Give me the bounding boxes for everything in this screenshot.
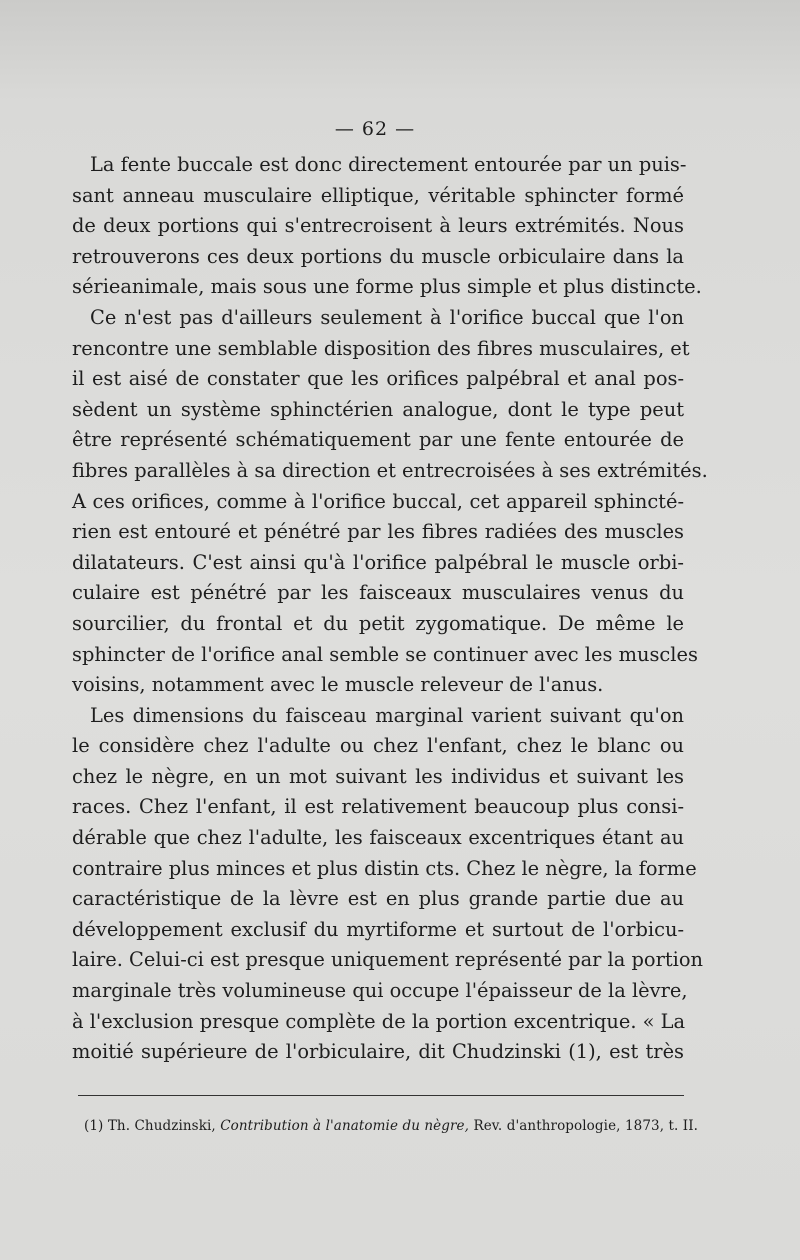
footnote-prefix: (1) Th. Chudzinski, [84,1118,221,1134]
text-line: de deux portions qui s'entrecroisent à leurs extrémités. Nous [72,214,684,238]
footnote-title: Contribution à l'anatomie du nègre, [220,1118,470,1134]
page-number: — 62 — [334,118,416,140]
text-line: à l'exclusion presque complète de la portion excentrique. « La [72,1009,686,1033]
footnote [84,1118,699,1134]
footnote-divider [78,1095,684,1096]
text-line: sphincter de l'orifice anal semble se continuer avec les muscles [72,642,698,666]
text-line: retrouverons ces deux portions du muscle orbiculaire dans la [72,244,684,268]
text-line: sant anneau musculaire elliptique, véritable sphincter formé [72,183,684,207]
text-line: sèdent un système sphinctérien analogue, dont le type peut [72,397,684,421]
text-line: le considère chez l'adulte ou chez l'enfant, chez le blanc ou [72,734,684,758]
text-line: dérable que chez l'adulte, les faisceaux excentriques étant au [72,826,684,850]
text-line: races. Chez l'enfant, il est relativement beaucoup plus consi- [72,795,684,819]
text-line: Les dimensions du faisceau marginal varient suivant qu'on [90,703,684,727]
text-line: moitié supérieure de l'orbiculaire, dit Chudzinski (1), est très [72,1040,684,1064]
footnote-suffix: Rev. d'anthropologie, 1873, t. II. [469,1118,699,1134]
text-line: rencontre une semblable disposition des fibres musculaires, et [72,336,690,360]
text-line: il est aisé de constater que les orifices palpébral et anal pos- [72,367,684,391]
text-line: caractéristique de la lèvre est en plus grande partie due au [72,887,684,911]
text-line: rien est entouré et pénétré par les fibres radiées des muscles [72,520,684,544]
text-line: sérieanimale, mais sous une forme plus simple et plus distincte. [72,275,702,299]
text-line: chez le nègre, en un mot suivant les individus et suivant les [72,764,684,788]
text-line: développement exclusif du myrtiforme et surtout de l'orbicu- [72,917,684,941]
text-line: sourcilier, du frontal et du petit zygomatique. De même le [72,611,684,635]
text-line: culaire est pénétré par les faisceaux musculaires venus du [72,581,684,605]
text-line: marginale très volumineuse qui occupe l'épaisseur de la lèvre, [72,979,688,1003]
text-line: A ces orifices, comme à l'orifice buccal, cet appareil sphincté- [72,489,684,513]
text-line: contraire plus minces et plus distin cts. Chez le nègre, la forme [72,856,697,880]
text-line: dilatateurs. C'est ainsi qu'à l'orifice palpébral le muscle orbi- [72,550,684,574]
body-text [72,150,708,1068]
text-line: fibres parallèles à sa direction et entrecroisées à ses extrémités. [72,458,708,482]
text-line: La fente buccale est donc directement entourée par un puis- [90,153,687,176]
text-line: laire. Celui-ci est presque uniquement représenté par la portion [72,948,704,972]
text-line: Ce n'est pas d'ailleurs seulement à l'orifice buccal que l'on [90,305,684,329]
text-line: voisins, notamment avec le muscle releveur de l'anus. [72,673,604,697]
text-line: être représenté schématiquement par une fente entourée de [72,428,684,452]
